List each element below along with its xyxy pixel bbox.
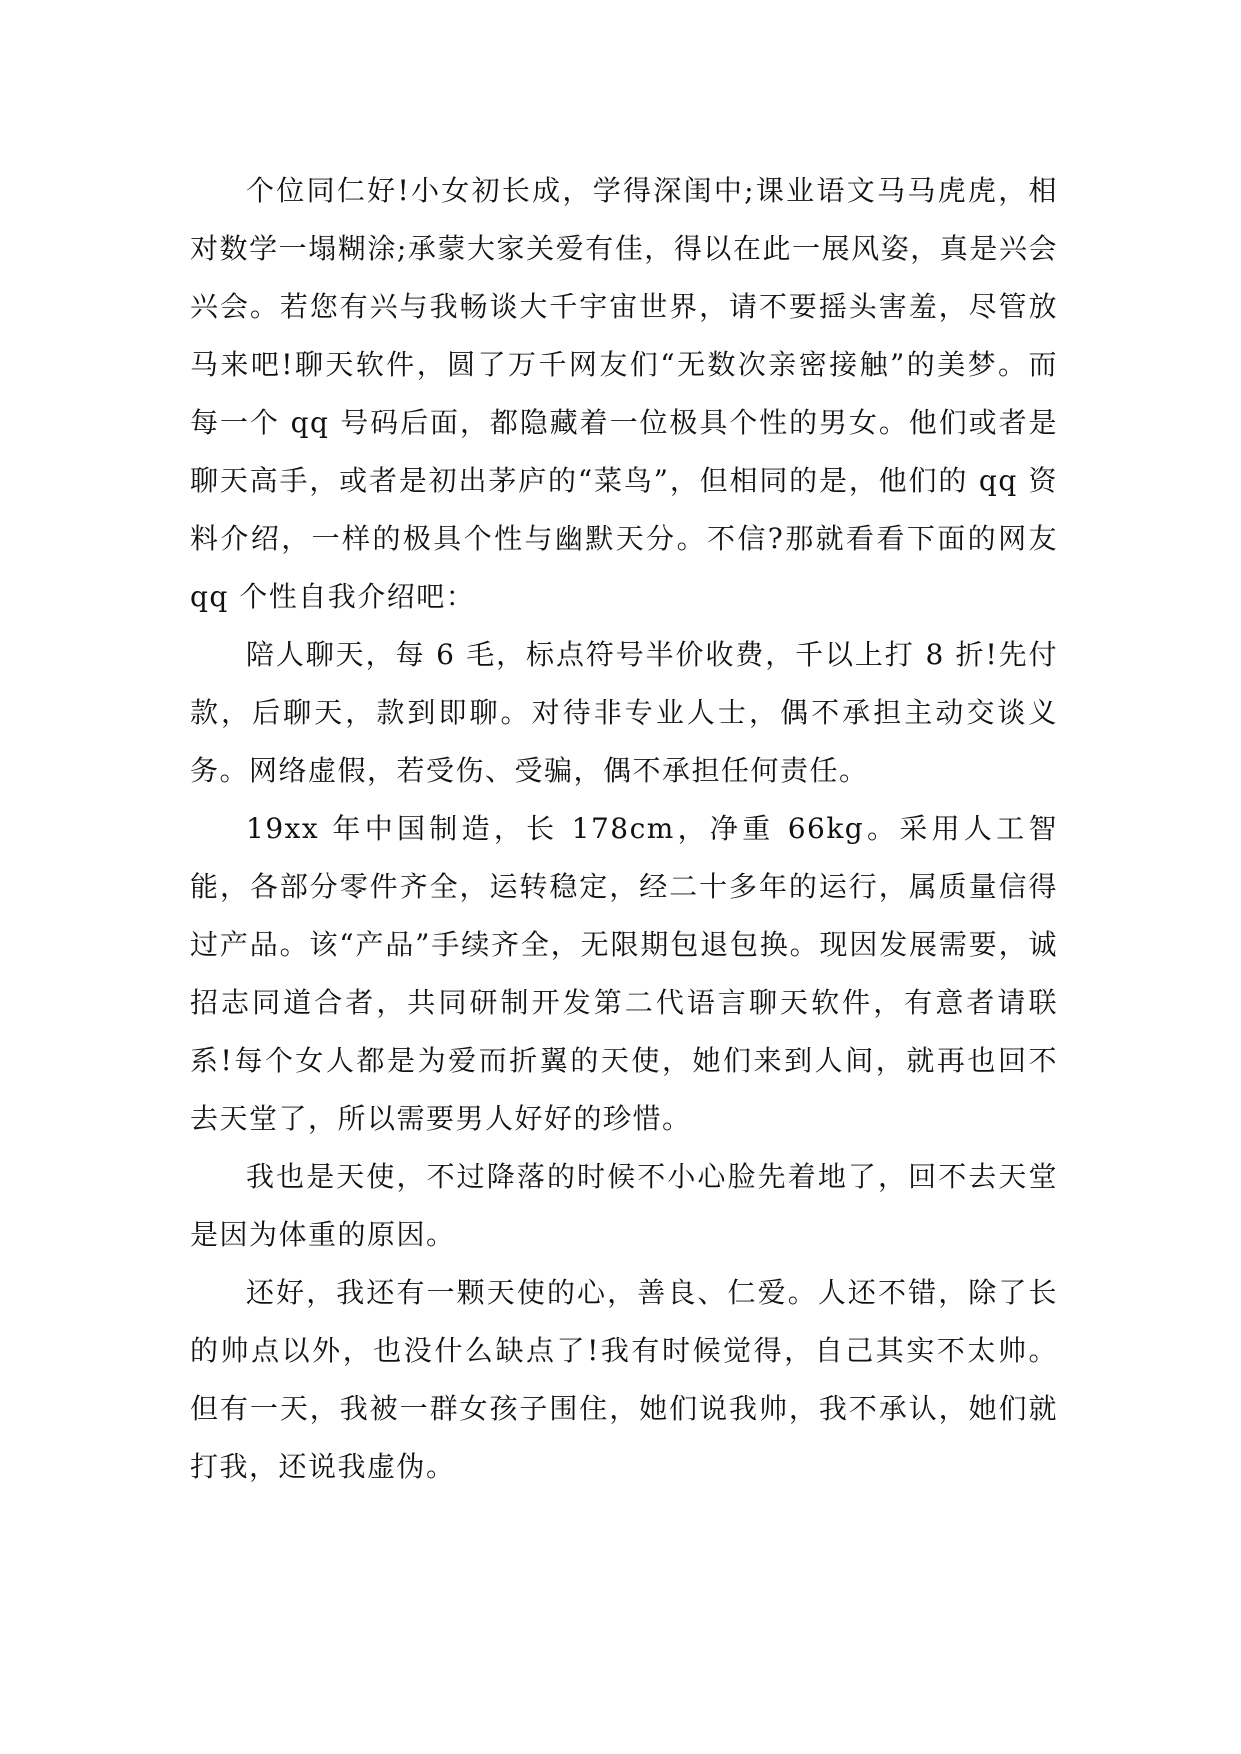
paragraph-angel: 我也是天使，不过降落的时候不小心脸先着地了，回不去天堂是因为体重的原因。: [190, 1160, 1058, 1251]
paragraph-chat-pricing: 陪人聊天，每 6 毛，标点符号半价收费，千以上打 8 折!先付款，后聊天，款到即聊。对待非专业人士，偶不承担主动交谈义务。网络虚假，若受伤、受骗，偶不承担任何责任。: [190, 638, 1058, 787]
paragraph-intro: 个位同仁好!小女初长成，学得深闺中;课业语文马马虎虎，相对数学一塌糊涂;承蒙大家关爱有佳，得以在此一展风姿，真是兴会兴会。若您有兴与我畅谈大千宇宙世界，请不要摇头害羞，尽管放马来吧!聊天软件，圆了万千网友们“无数次亲密接触”的美梦。而每一个 qq 号码后面，都隐藏着一位极具个性的男女。他们或者是聊天高手，或者是初出茅庐的“菜鸟”，但相同的是，他们的 qq 资料介绍，一样的极具个性与幽默天分。不信?那就看看下面的网友 qq 个性自我介绍吧：: [190, 174, 1058, 613]
document-body: [190, 162, 1058, 1496]
paragraph-made-in-china: 19xx 年中国制造，长 178cm，净重 66kg。采用人工智能，各部分零件齐全，运转稳定，经二十多年的运行，属质量信得过产品。该“产品”手续齐全，无限期包退包换。现因发展需要，诚招志同道合者，共同研制开发第二代语言聊天软件，有意者请联系!每个女人都是为爱而折翼的天使，她们来到人间，就再也回不去天堂了，所以需要男人好好的珍惜。: [190, 812, 1059, 1135]
paragraph-handsome: 还好，我还有一颗天使的心，善良、仁爱。人还不错，除了长的帅点以外，也没什么缺点了!我有时候觉得，自己其实不太帅。但有一天，我被一群女孩子围住，她们说我帅，我不承认，她们就打我，还说我虚伪。: [190, 1276, 1058, 1483]
